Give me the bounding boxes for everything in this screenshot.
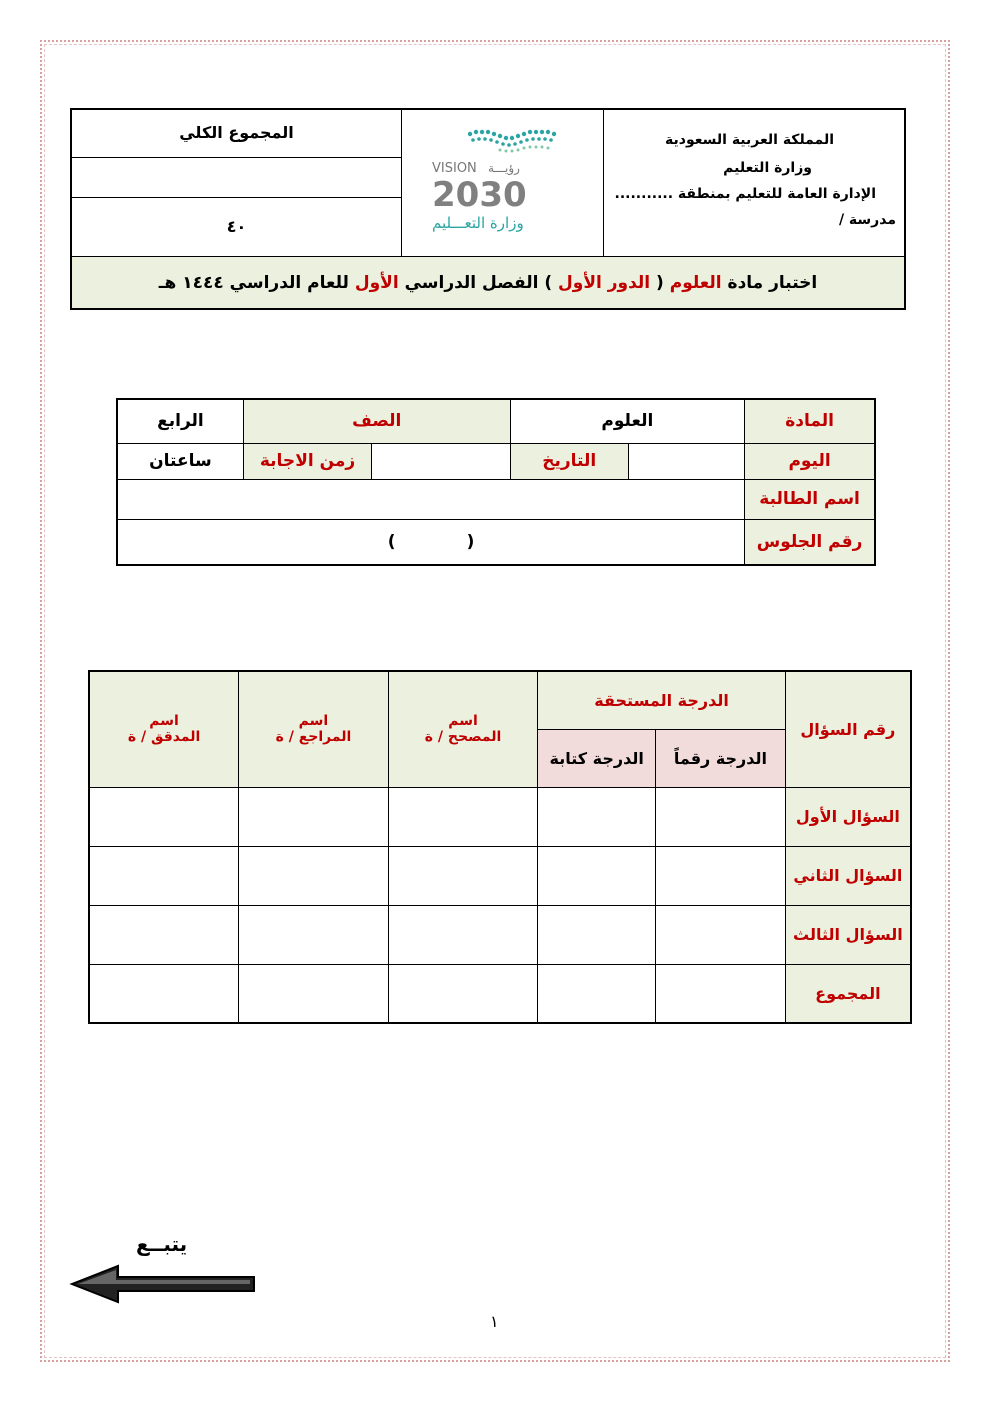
row-label-q3: السؤال الثالث — [785, 905, 911, 964]
logo-vision-ar: رؤيـــة — [488, 161, 520, 175]
corrector-header-line2: المصحح / ة — [424, 729, 502, 746]
auditor-header — [89, 671, 239, 787]
vision-2030-logo — [402, 110, 604, 256]
subject-value: العلوم — [510, 399, 745, 443]
directorate-name: الإدارة العامة للتعليم بمنطقة ........... — [614, 186, 876, 202]
question-number-header: رقم السؤال — [785, 671, 911, 787]
date-label: التاريخ — [510, 443, 628, 479]
total-score-blank — [72, 158, 401, 198]
exam-title-part3: ) الفصل الدراسي — [398, 273, 559, 293]
page-number: ١ — [490, 1312, 499, 1331]
vision-logo-graphic — [402, 110, 602, 256]
kingdom-name: المملكة العربية السعودية — [665, 132, 834, 148]
seat-number-value[interactable]: ( ) — [117, 519, 745, 565]
grade-cell[interactable] — [388, 846, 538, 905]
grade-cell[interactable] — [538, 787, 656, 846]
student-name-value[interactable] — [117, 479, 745, 519]
exam-title-part1: اختبار مادة — [721, 273, 818, 293]
grade-cell[interactable] — [656, 964, 786, 1023]
student-info-table — [116, 398, 876, 566]
grade-cell[interactable] — [239, 905, 389, 964]
exam-title-part4: للعام الدراسي ١٤٤٤ هـ — [158, 273, 355, 293]
grade-cell[interactable] — [656, 905, 786, 964]
reviewer-header-line1: اسم — [298, 713, 329, 730]
grade-value: الرابع — [117, 399, 243, 443]
grade-cell[interactable] — [656, 846, 786, 905]
answer-time-label: زمن الاجابة — [243, 443, 371, 479]
grade-cell[interactable] — [239, 964, 389, 1023]
header-box — [70, 108, 906, 310]
auditor-header-line1: اسم — [149, 713, 179, 730]
date-value[interactable] — [372, 443, 510, 479]
total-score-value: ٤٠ — [226, 217, 247, 236]
exam-title — [72, 256, 904, 308]
ministry-heading — [604, 110, 904, 256]
left-arrow-icon — [68, 1262, 258, 1306]
corrector-header-line1: اسم — [448, 713, 478, 730]
grade-label: الصف — [243, 399, 510, 443]
corrector-header — [388, 671, 538, 787]
subject-label: المادة — [745, 399, 875, 443]
grades-table — [88, 670, 912, 1024]
total-score-panel — [72, 110, 402, 256]
row-label-q1: السؤال الأول — [785, 787, 911, 846]
grade-cell[interactable] — [239, 846, 389, 905]
grade-cell[interactable] — [89, 846, 239, 905]
auditor-header-line2: المدقق / ة — [127, 729, 201, 746]
grade-cell[interactable] — [89, 964, 239, 1023]
deserved-grade-header: الدرجة المستحقة — [538, 671, 785, 729]
continue-label: يتبــع — [136, 1232, 188, 1256]
logo-ministry: وزارة التعـــليم — [432, 214, 524, 232]
exam-title-subject: العلوم — [669, 273, 722, 293]
school-name: مدرسة / — [838, 212, 896, 228]
grade-cell[interactable] — [538, 905, 656, 964]
grade-cell[interactable] — [89, 787, 239, 846]
grade-in-words-header: الدرجة كتابة — [538, 729, 656, 787]
grade-cell[interactable] — [538, 964, 656, 1023]
row-label-q2: السؤال الثاني — [785, 846, 911, 905]
day-label: اليوم — [745, 443, 875, 479]
seat-number-label: رقم الجلوس — [745, 519, 875, 565]
grade-cell[interactable] — [388, 905, 538, 964]
grade-cell[interactable] — [538, 846, 656, 905]
grade-cell[interactable] — [656, 787, 786, 846]
row-label-total: المجموع — [785, 964, 911, 1023]
reviewer-header-line2: المراجع / ة — [275, 729, 352, 746]
grade-cell[interactable] — [89, 905, 239, 964]
grade-in-digits-header: الدرجة رقماً — [656, 729, 786, 787]
logo-vision-en: VISION — [432, 161, 477, 176]
day-value[interactable] — [628, 443, 744, 479]
exam-title-round: الدور الأول — [558, 273, 651, 293]
grade-cell[interactable] — [239, 787, 389, 846]
reviewer-header — [239, 671, 389, 787]
total-score-label: المجموع الكلي — [72, 110, 401, 158]
logo-year: 2030 — [432, 175, 527, 215]
answer-time-value: ساعتان — [117, 443, 243, 479]
grade-cell[interactable] — [388, 964, 538, 1023]
ministry-name: وزارة التعليم — [723, 160, 812, 176]
grade-cell[interactable] — [388, 787, 538, 846]
student-name-label: اسم الطالبة — [745, 479, 875, 519]
exam-title-part2: ( — [650, 273, 670, 293]
exam-title-semester: الأول — [354, 273, 399, 293]
